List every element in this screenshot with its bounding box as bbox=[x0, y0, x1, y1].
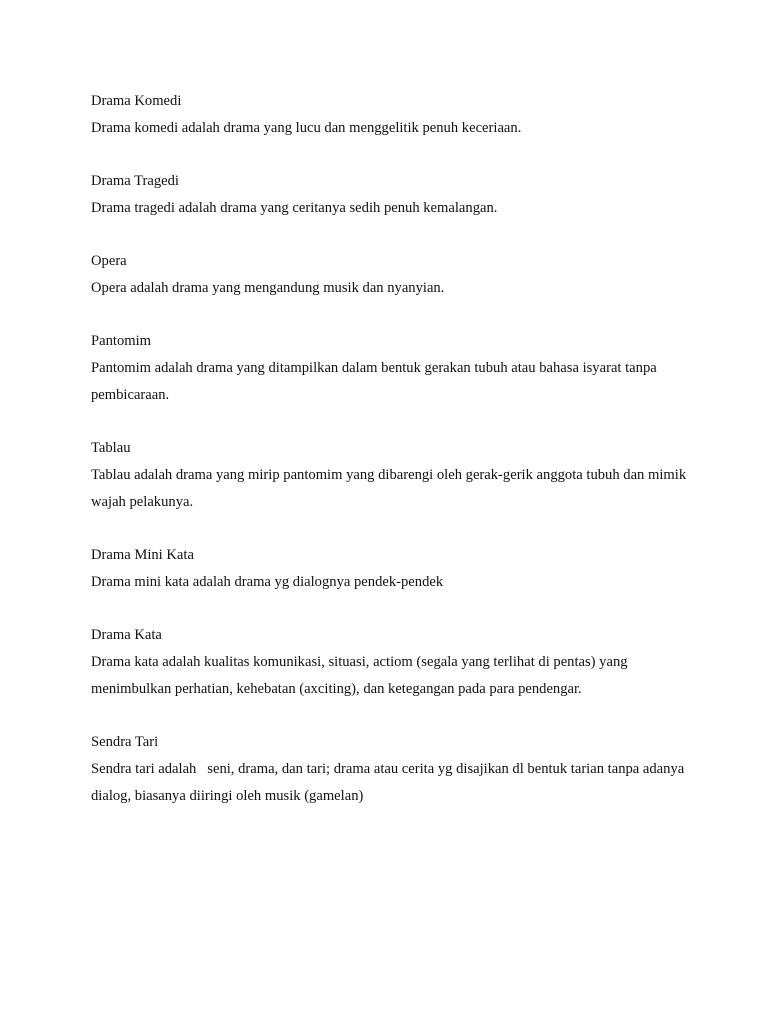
entry-tablau bbox=[91, 435, 691, 516]
entry-opera bbox=[91, 248, 691, 302]
entry-term: Drama Komedi bbox=[91, 93, 182, 109]
entry-description: Opera adalah drama yang mengandung musik dan nyanyian. bbox=[91, 280, 445, 296]
entry-description: Drama mini kata adalah drama yg dialognya pendek-pendek bbox=[91, 574, 444, 590]
document-page bbox=[91, 88, 691, 836]
entry-pantomim bbox=[91, 328, 691, 409]
entry-term: Opera bbox=[91, 253, 127, 269]
entry-description: Drama komedi adalah drama yang lucu dan menggelitik penuh keceriaan. bbox=[91, 120, 522, 136]
entry-term: Drama Tragedi bbox=[91, 173, 179, 189]
entry-description: Drama tragedi adalah drama yang ceritanya sedih penuh kemalangan. bbox=[91, 200, 498, 216]
entry-drama-komedi bbox=[91, 88, 691, 142]
entry-description: Drama kata adalah kualitas komunikasi, situasi, actiom (segala yang terlihat di pentas) yang menimbulkan perhatian, kehebatan (axciting), dan ketegangan pada para pendengar. bbox=[91, 654, 632, 697]
entry-term: Tablau bbox=[91, 440, 131, 456]
entry-term: Sendra Tari bbox=[91, 734, 159, 750]
entry-description: Sendra tari adalah seni, drama, dan tari; drama atau cerita yg disajikan dl bentuk tarian tanpa adanya dialog, biasanya diiringi oleh musik (gamelan) bbox=[91, 761, 688, 804]
entry-term: Drama Mini Kata bbox=[91, 547, 194, 563]
entry-term: Drama Kata bbox=[91, 627, 162, 643]
entry-drama-kata bbox=[91, 622, 691, 703]
entry-description: Pantomim adalah drama yang ditampilkan dalam bentuk gerakan tubuh atau bahasa isyarat tanpa pembicaraan. bbox=[91, 360, 661, 403]
entry-term: Pantomim bbox=[91, 333, 151, 349]
entry-sendra-tari bbox=[91, 729, 691, 810]
entry-drama-mini-kata bbox=[91, 542, 691, 596]
entry-description: Tablau adalah drama yang mirip pantomim yang dibarengi oleh gerak-gerik anggota tubuh dan mimik wajah pelakunya. bbox=[91, 467, 690, 510]
entry-drama-tragedi bbox=[91, 168, 691, 222]
